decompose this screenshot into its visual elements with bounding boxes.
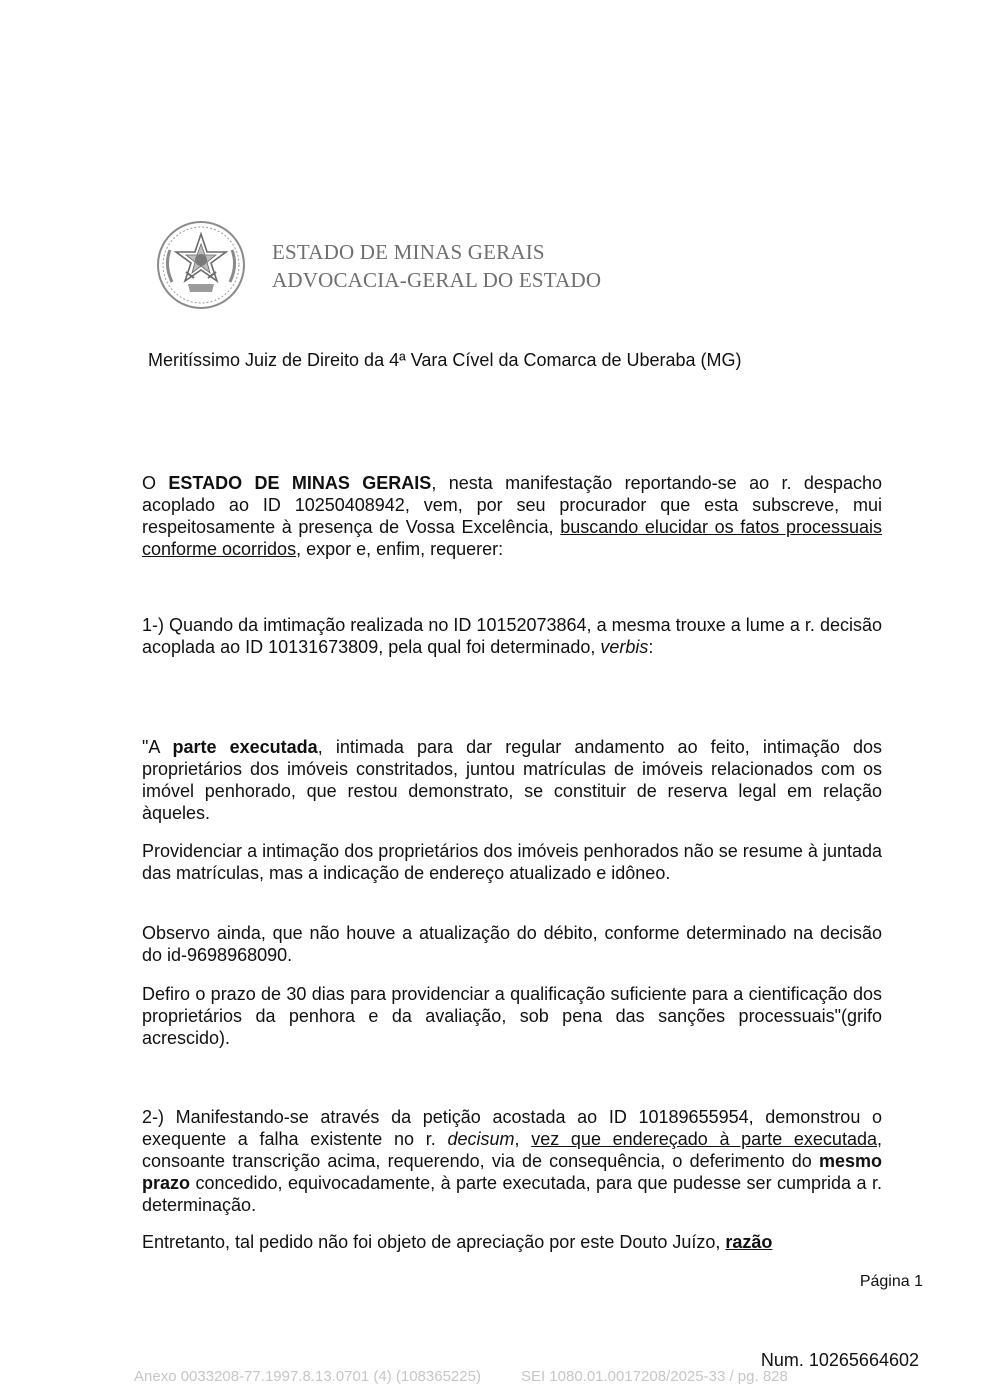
item-2-comma: , [514, 1129, 532, 1149]
item-2-bold: mesmo prazo [142, 1151, 882, 1193]
item-3-paragraph [142, 1231, 882, 1253]
intro-text-end: , expor e, enfim, requerer: [296, 539, 504, 559]
document-number: Num. 10265664602 [760, 1350, 919, 1370]
institution-header [272, 238, 601, 294]
item-2-italic: decisum [447, 1129, 515, 1149]
quote-paragraph-1 [142, 736, 882, 824]
header-line-agency: ADVOCACIA-GERAL DO ESTADO [272, 268, 602, 292]
item-3-text: Entretanto, tal pedido não foi objeto de apreciação por este Douto Juízo, [142, 1232, 726, 1252]
annex-footer [134, 1368, 788, 1385]
intro-underlined-text: buscando elucidar os fatos processuais conforme ocorridos [142, 517, 882, 559]
annex-id: Anexo 0033208-77.1997.8.13.0701 (4) (108365225) [134, 1368, 481, 1385]
item-2-paragraph [142, 1106, 882, 1216]
state-seal-icon [156, 220, 246, 310]
item-1-end: : [648, 637, 654, 657]
item-1-text: 1-) Quando da imtimação realizada no ID 10152073864, a mesma trouxe a lume a r. decisão acoplada ao ID 10131673809, pela qual foi determinado, [142, 615, 882, 657]
intro-text-start: O [142, 473, 169, 493]
quote-paragraph-2: Providenciar a intimação dos proprietários dos imóveis penhorados não se resume à juntada das matrículas, mas a indicação de endereço atualizado e idôneo. [142, 841, 882, 883]
intro-bold-state: ESTADO DE MINAS GERAIS [168, 473, 432, 493]
quote-1-start: "A [142, 737, 173, 757]
item-2-rest-2: concedido, equivocadamente, à parte executada, para que pudesse ser cumprida a r. determinação. [142, 1173, 882, 1215]
intro-text-middle: , nesta manifestação reportando-se ao r. despacho acoplado ao ID 10250408942, vem, por seu procurador que esta subscreve, mui respeitosamente à presença de Vossa Excelência, [142, 473, 882, 537]
sei-reference: SEI 1080.01.0017208/2025-33 / pg. 828 [520, 1368, 788, 1385]
item-1-paragraph [142, 614, 882, 658]
intro-paragraph [142, 472, 882, 560]
item-1-italic: verbis [600, 637, 649, 657]
page-number: Página 1 [859, 1273, 923, 1290]
item-3-bold-underlined: razão [725, 1232, 773, 1252]
address-line: Meritíssimo Juiz de Direito da 4ª Vara Cível da Comarca de Uberaba (MG) [148, 350, 742, 370]
quote-paragraph-3: Observo ainda, que não houve a atualização do débito, conforme determinado na decisão do id-9698968090. [142, 923, 882, 965]
item-2-rest-1: , consoante transcrição acima, requerendo, via de consequência, o deferimento do [142, 1129, 882, 1171]
header-line-state: ESTADO DE MINAS GERAIS [272, 240, 545, 264]
item-2-text: 2-) Manifestando-se através da petição acostada ao ID 10189655954, demonstrou o exequente a falha existente no r. [142, 1107, 882, 1149]
item-2-underlined: vez que endereçado à parte executada [531, 1129, 877, 1149]
quote-1-rest: , intimada para dar regular andamento ao feito, intimação dos proprietários dos imóveis constritados, juntou matrículas de imóveis relacionados com os imóvel penhorado, que restou demonstrato, se constituir de reserva legal em relação àqueles. [142, 737, 882, 823]
quote-1-bold: parte executada [172, 737, 318, 757]
quote-paragraph-4: Defiro o prazo de 30 dias para providenciar a qualificação suficiente para a cientificação dos proprietários da penhora e da avaliação, sob pena das sanções processuais"(grifo acrescido). [142, 984, 882, 1048]
